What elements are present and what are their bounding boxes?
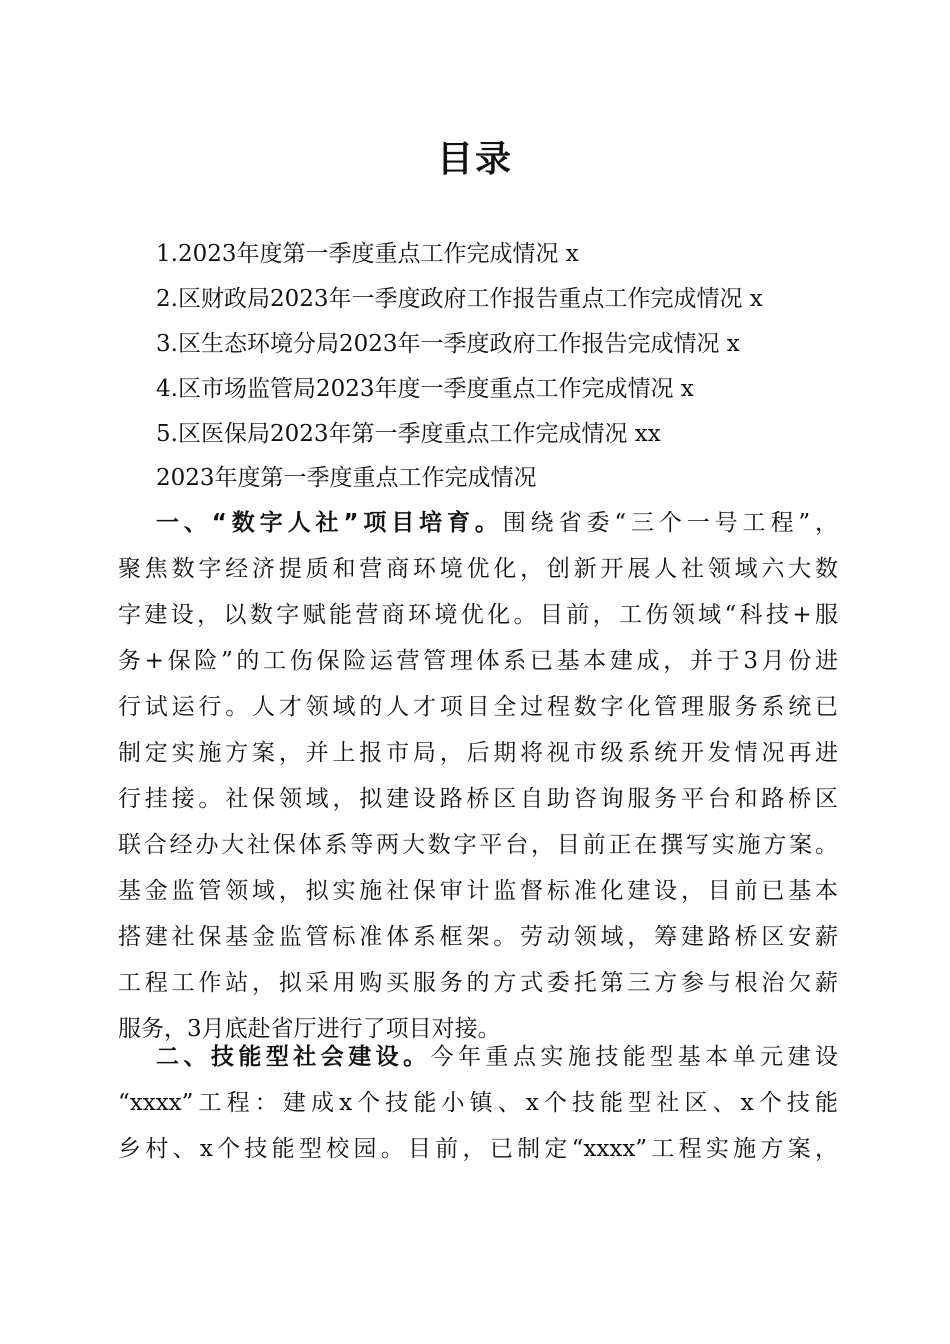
paragraph-line: 服务，3月底赴省厅进行了项目对接。 — [118, 1016, 501, 1042]
section-title: 2023年度第一季度重点工作完成情况 — [156, 465, 537, 491]
paragraph-text: 今年重点实施技能型基本单元建设 — [430, 1044, 839, 1070]
paragraph-line: 行挂接。社保领域，拟建设路桥区自助咨询服务平台和路桥区 — [118, 786, 838, 812]
toc-item-2[interactable]: 2.区财政局2023年一季度政府工作报告重点工作完成情况 x — [156, 286, 763, 312]
table-of-contents — [156, 232, 856, 457]
paragraph-line: 字建设，以数字赋能营商环境优化。目前，工伤领域“科技+服 — [118, 602, 838, 628]
toc-item-4[interactable]: 4.区市场监管局2023年度一季度重点工作完成情况 x — [156, 376, 694, 402]
paragraph-line: 务+保险”的工伤保险运营管理体系已基本建成，并于3月份进 — [118, 648, 838, 674]
toc-item-5[interactable]: 5.区医保局2023年第一季度重点工作完成情况 xx — [156, 421, 661, 447]
section-heading: 一、“数字人社”项目培育。 — [156, 510, 503, 536]
paragraph-skills-society — [118, 1034, 838, 1172]
toc-item-3[interactable]: 3.区生态环境分局2023年一季度政府工作报告完成情况 x — [156, 331, 740, 357]
paragraph-line: 搭建社保基金监管标准体系框架。劳动领域，筹建路桥区安薪 — [118, 924, 838, 950]
paragraph-line: 联合经办大社保体系等两大数字平台，目前正在撰写实施方案。 — [118, 832, 838, 858]
paragraph-line — [118, 1034, 838, 1080]
paragraph-line — [118, 500, 838, 546]
paragraph-line: 聚焦数字经济提质和营商环境优化，创新开展人社领域六大数 — [118, 556, 838, 582]
paragraph-text: 围绕省委“三个一号工程”， — [502, 510, 838, 536]
toc-item-1[interactable]: 1.2023年度第一季度重点工作完成情况 x — [156, 241, 579, 267]
paragraph-digital-hrss — [118, 500, 838, 1052]
paragraph-line: 制定实施方案，并上报市局，后期将视市级系统开发情况再进 — [118, 740, 838, 766]
paragraph-line: 工程工作站，拟采用购买服务的方式委托第三方参与根治欠薪 — [118, 970, 838, 996]
section-heading: 二、技能型社会建设。 — [156, 1044, 431, 1070]
page-title: 目录 — [436, 139, 513, 180]
paragraph-line: 行试运行。人才领域的人才项目全过程数字化管理服务系统已 — [118, 694, 838, 720]
paragraph-line: “xxxx”工程：建成x个技能小镇、x个技能型社区、x个技能 — [118, 1090, 838, 1116]
paragraph-line: 基金监管领域，拟实施社保审计监督标准化建设，目前已基本 — [118, 878, 838, 904]
paragraph-line: 乡村、x个技能型校园。目前，已制定“xxxx”工程实施方案， — [118, 1136, 838, 1162]
